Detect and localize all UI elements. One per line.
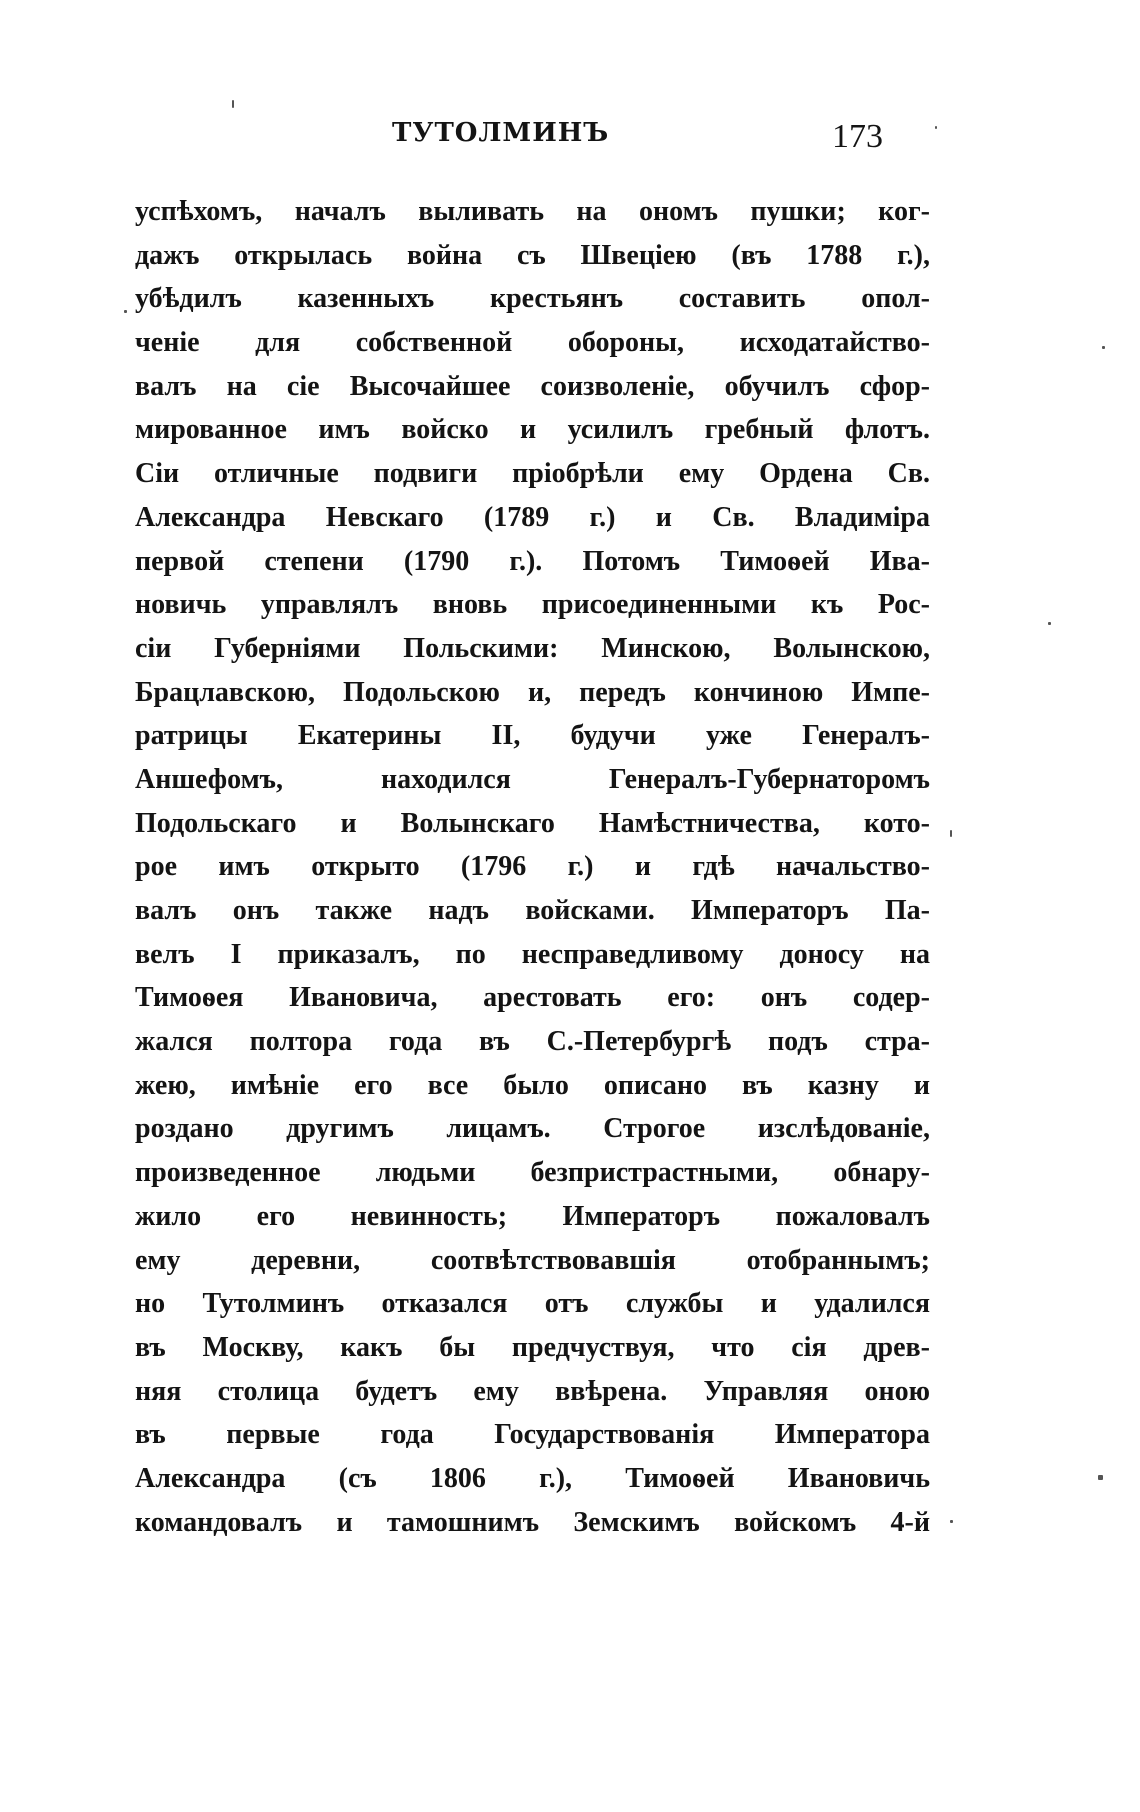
text-line: Тимоѳея Ивановича, арестовать его: онъ содер- [135, 982, 930, 1014]
text-line: Александра Невскаго (1789 г.) и Св. Владиміра [135, 501, 930, 533]
body-text [135, 190, 930, 1544]
scan-speck [232, 100, 234, 108]
text-line: роздано другимъ лицамъ. Строгое изслѣдованіе, [135, 1113, 930, 1145]
text-line: ратрицы Екатерины II, будучи уже Генералъ- [135, 720, 930, 752]
text-line: жею, имѣніе его все было описано въ казну и [135, 1069, 930, 1101]
text-line: произведенное людьми безпристрастными, обнару- [135, 1157, 930, 1189]
scan-speck [950, 1520, 953, 1523]
text-line: жило его невинность; Императоръ пожаловалъ [135, 1200, 930, 1232]
text-line: Брацлавскою, Подольскою и, передъ кончиною Импе- [135, 676, 930, 708]
scan-speck [1102, 346, 1105, 349]
text-line: дажъ открылась война съ Швеціею (въ 1788 г.), [135, 239, 930, 271]
text-line: Аншефомъ, находился Генералъ-Губернаторомъ [135, 763, 930, 795]
scan-speck [1098, 1475, 1103, 1480]
text-line: убѣдилъ казенныхъ крестьянъ составить опол- [135, 283, 930, 315]
scan-speck [1048, 622, 1051, 625]
text-line: первой степени (1790 г.). Потомъ Тимоѳей Ива- [135, 545, 930, 577]
scan-speck [935, 126, 937, 129]
text-line: мированное имъ войско и усилилъ гребный флотъ. [135, 414, 930, 446]
text-line: ему деревни, соотвѣтствовавшія отобраннымъ; [135, 1244, 930, 1276]
text-line: сіи Губерніями Польскими: Минскою, Волынскою, [135, 632, 930, 664]
text-line: въ первые года Государствованія Императора [135, 1419, 930, 1451]
text-line: успѣхомъ, началъ выливать на ономъ пушки; ког- [135, 196, 930, 227]
scan-speck [950, 830, 952, 837]
text-line: велъ I приказалъ, по несправедливому доносу на [135, 938, 930, 970]
text-line: валъ онъ также надъ войсками. Императоръ Па- [135, 895, 930, 926]
text-line: командовалъ и тамошнимъ Земскимъ войскомъ 4-й [135, 1506, 930, 1538]
page-number: 173 [832, 118, 883, 155]
scan-speck [124, 310, 127, 313]
text-line: жался полтора года въ С.-Петербургѣ подъ стра- [135, 1026, 930, 1058]
text-line: няя столица будетъ ему ввѣрена. Управляя оною [135, 1375, 930, 1407]
text-line: въ Москву, какъ бы предчуствуя, что сія древ- [135, 1331, 930, 1363]
text-line: Сіи отличные подвиги пріобрѣли ему Ордена Св. [135, 458, 930, 490]
text-line: валъ на сіе Высочайшее соизволеніе, обучилъ сфор- [135, 370, 930, 402]
text-line: новичь управлялъ вновь присоединенными къ Рос- [135, 589, 930, 621]
text-line: Подольскаго и Волынскаго Намѣстничества, кото- [135, 807, 930, 839]
text-line: но Тутолминъ отказался отъ службы и удалился [135, 1288, 930, 1320]
running-head: ТУТОЛМИНЪ [392, 118, 610, 148]
text-line: ченіе для собственной обороны, исходатайство- [135, 327, 930, 359]
text-line: Александра (съ 1806 г.), Тимоѳей Ивановичь [135, 1462, 930, 1494]
text-line: рое имъ открыто (1796 г.) и гдѣ начальство- [135, 851, 930, 883]
